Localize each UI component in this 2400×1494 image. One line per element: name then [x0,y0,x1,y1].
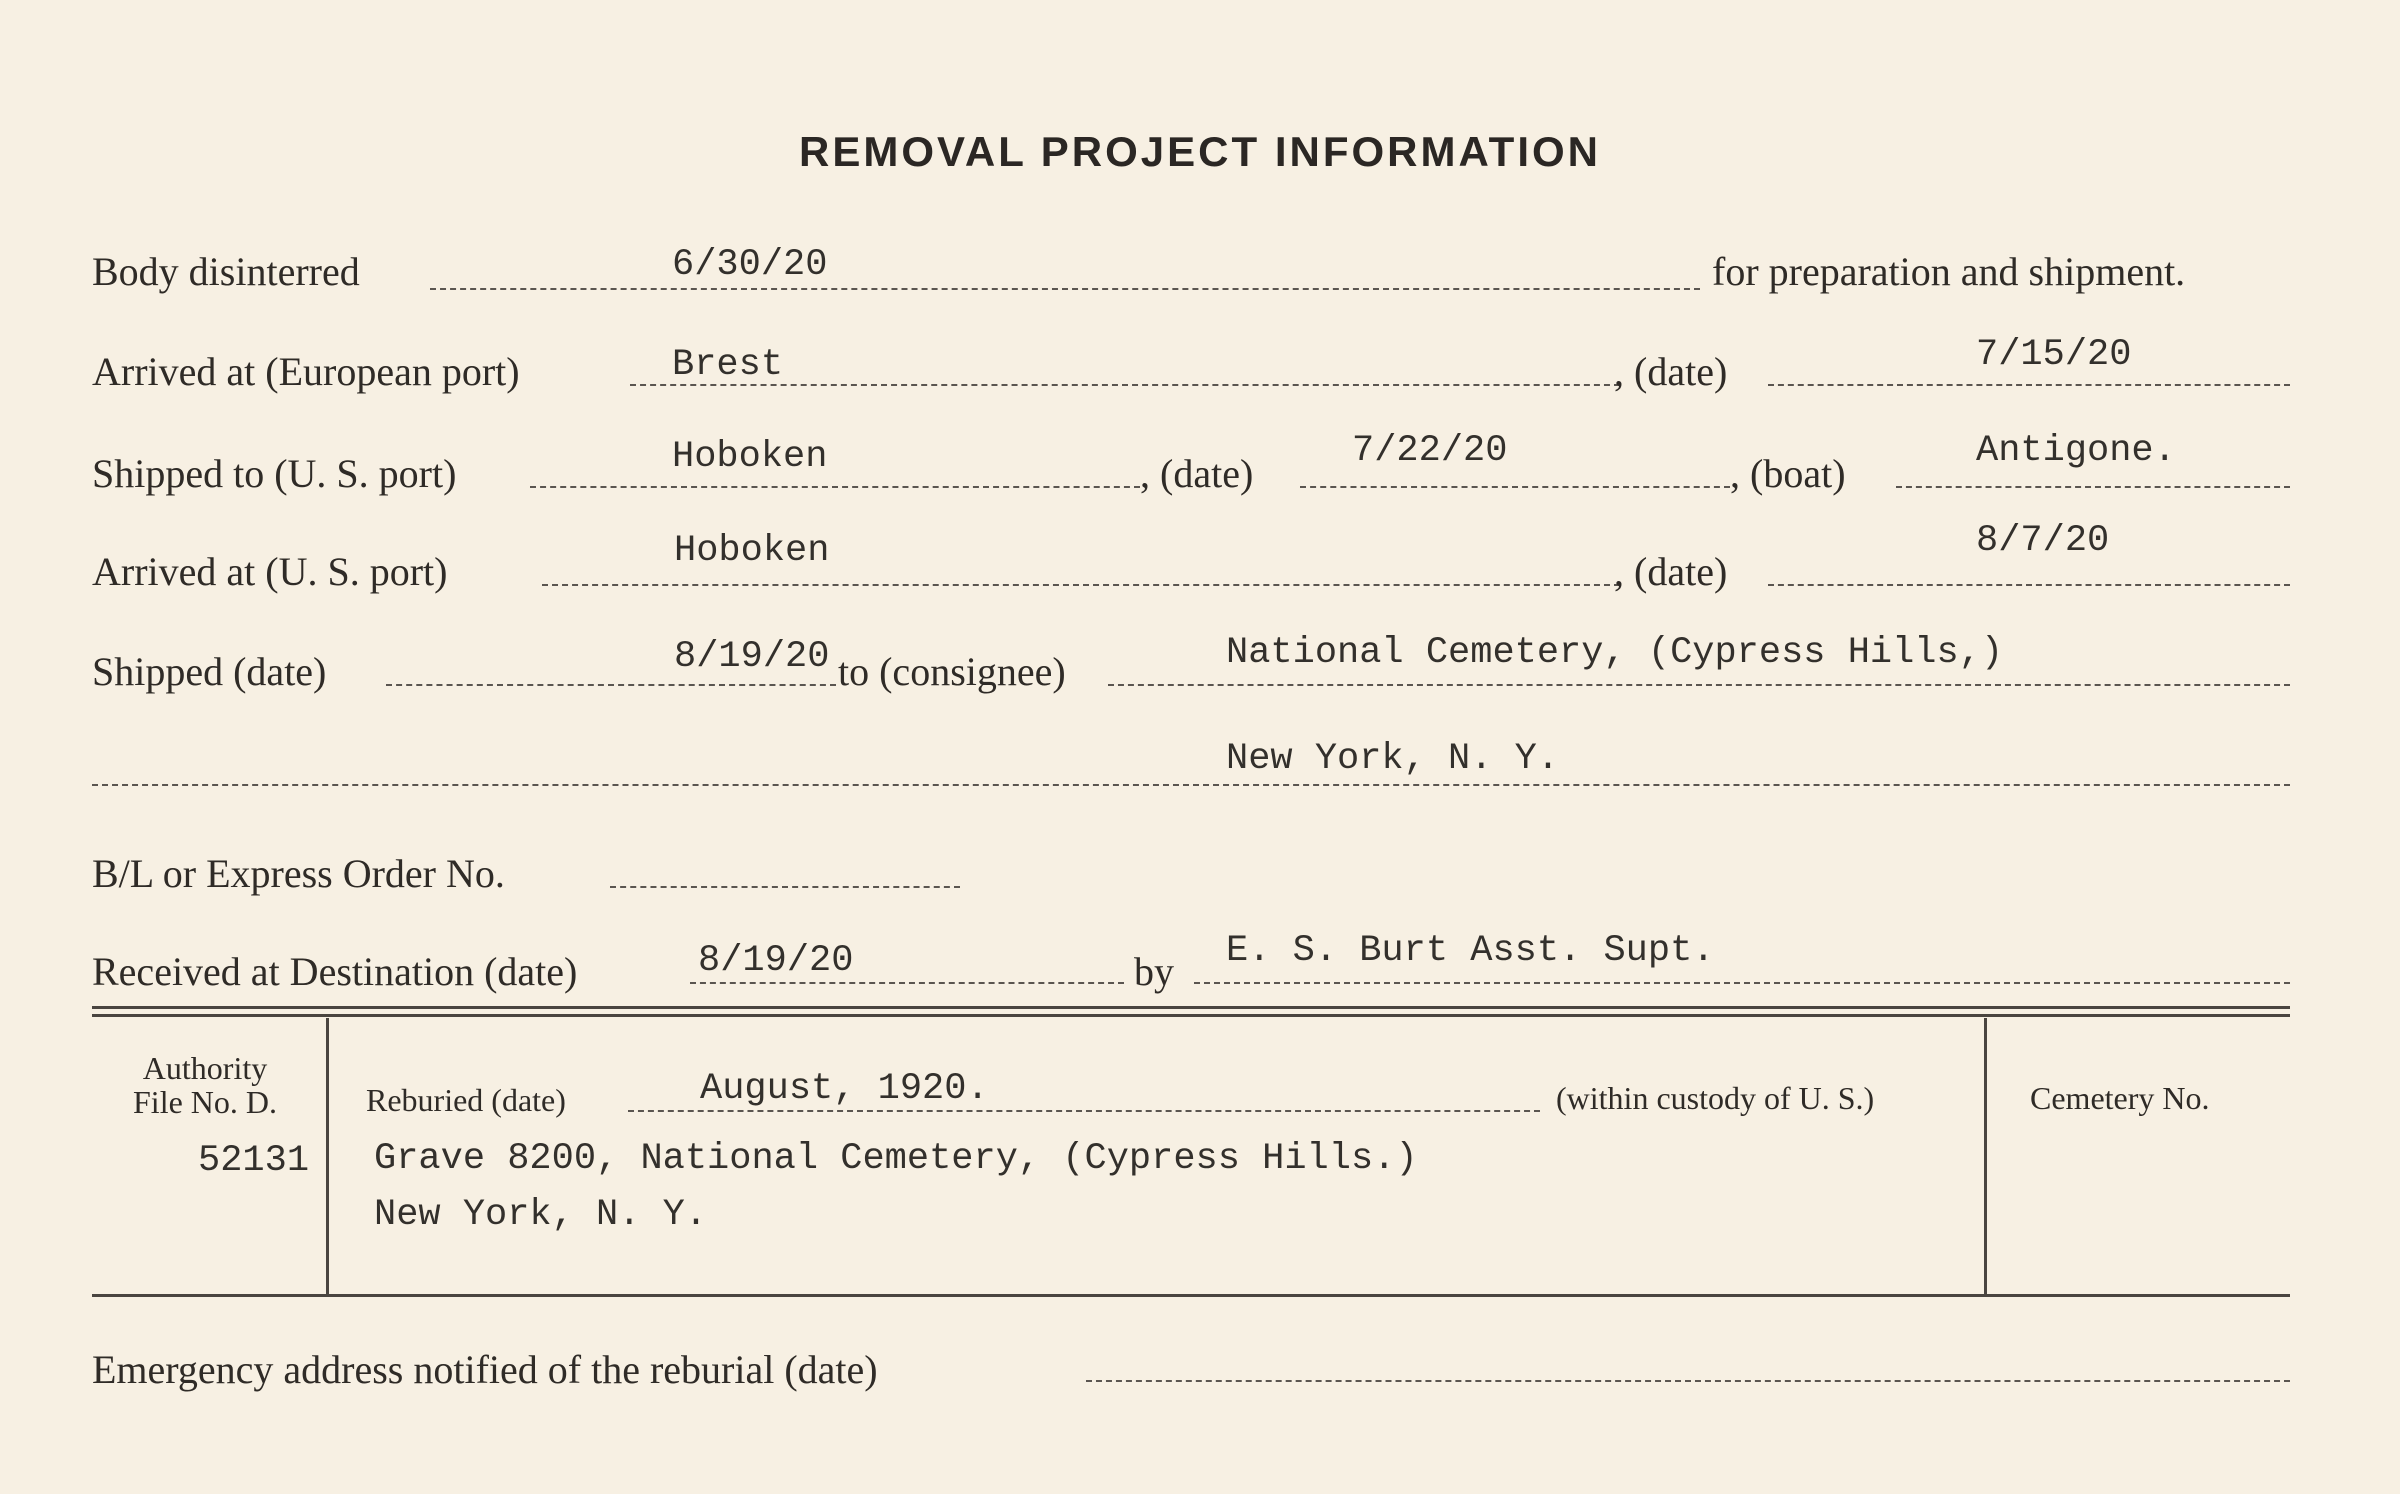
shipped-to-us-date-value: 7/22/20 [1352,430,1508,472]
custody-label: (within custody of U. S.) [1556,1080,1875,1116]
received-by-label: by [1134,949,1174,994]
boat-value: Antigone. [1976,430,2176,472]
shipped-to-us-port-value: Hoboken [672,436,828,478]
grave-location-line2: New York, N. Y. [374,1194,708,1236]
boat-line [1896,486,2290,488]
reburied-date-label: Reburied (date) [366,1082,566,1118]
shipped-to-us-port-label: Shipped to (U. S. port) [92,451,457,496]
bl-order-label: B/L or Express Order No. [92,851,505,896]
shipped-date-value: 8/19/20 [674,636,830,678]
consignee-line-2 [92,784,2290,786]
received-by-line [1194,982,2290,984]
shipped-to-us-date-line [1300,486,1730,488]
card-title: REMOVAL PROJECT INFORMATION [798,128,1601,175]
box-divider-right [1984,1018,1987,1294]
reburied-date-line [628,1110,1540,1112]
arrived-us-date-value: 8/7/20 [1976,520,2110,562]
received-date-line [690,982,1124,984]
received-destination-label: Received at Destination (date) [92,949,578,994]
shipped-date-line [386,684,836,686]
arrived-european-port-label: Arrived at (European port) [92,349,520,394]
shipped-to-us-date-label: , (date) [1140,451,1254,496]
emergency-address-label: Emergency address notified of the reburial (date) [92,1347,878,1392]
emergency-date-line [1086,1380,2290,1382]
cemetery-no-label: Cemetery No. [2030,1080,2210,1116]
consignee-value-line1: National Cemetery, (Cypress Hills,) [1226,632,2004,674]
file-no-label: File No. D. [133,1084,277,1120]
reburied-date-value: August, 1920. [700,1068,989,1110]
body-disinterred-label: Body disinterred [92,249,360,294]
box-divider-left [326,1018,329,1294]
european-date-line [1768,384,2290,386]
arrived-us-port-label: Arrived at (U. S. port) [92,549,448,594]
consignee-line-1 [1108,684,2290,686]
authority-label: Authority [142,1050,268,1086]
box-bottom-rule [92,1294,2290,1297]
consignee-label: to (consignee) [838,649,1066,694]
double-rule-bottom [92,1014,2290,1017]
arrived-us-port-line [542,584,1620,586]
body-disinterred-value: 6/30/20 [672,244,828,286]
received-date-value: 8/19/20 [698,940,854,982]
arrived-us-date-label: , (date) [1614,549,1728,594]
grave-location-line1: Grave 8200, National Cemetery, (Cypress Hills.) [374,1138,1418,1180]
shipped-date-label: Shipped (date) [92,649,327,694]
european-date-label: , (date) [1614,349,1728,394]
bl-order-line [610,886,960,888]
double-rule-top [92,1006,2290,1009]
european-date-value: 7/15/20 [1976,334,2132,376]
preparation-shipment-label: for preparation and shipment. [1712,249,2186,294]
arrived-us-port-value: Hoboken [674,530,830,572]
shipped-to-us-port-line [530,486,1140,488]
european-port-value: Brest [672,344,784,386]
received-by-value: E. S. Burt Asst. Supt. [1226,930,1715,972]
boat-label: , (boat) [1730,451,1846,496]
file-no-value: 52131 [198,1140,310,1182]
arrived-us-date-line [1768,584,2290,586]
consignee-value-line2: New York, N. Y. [1226,738,1560,780]
body-disinterred-line [430,288,1700,290]
